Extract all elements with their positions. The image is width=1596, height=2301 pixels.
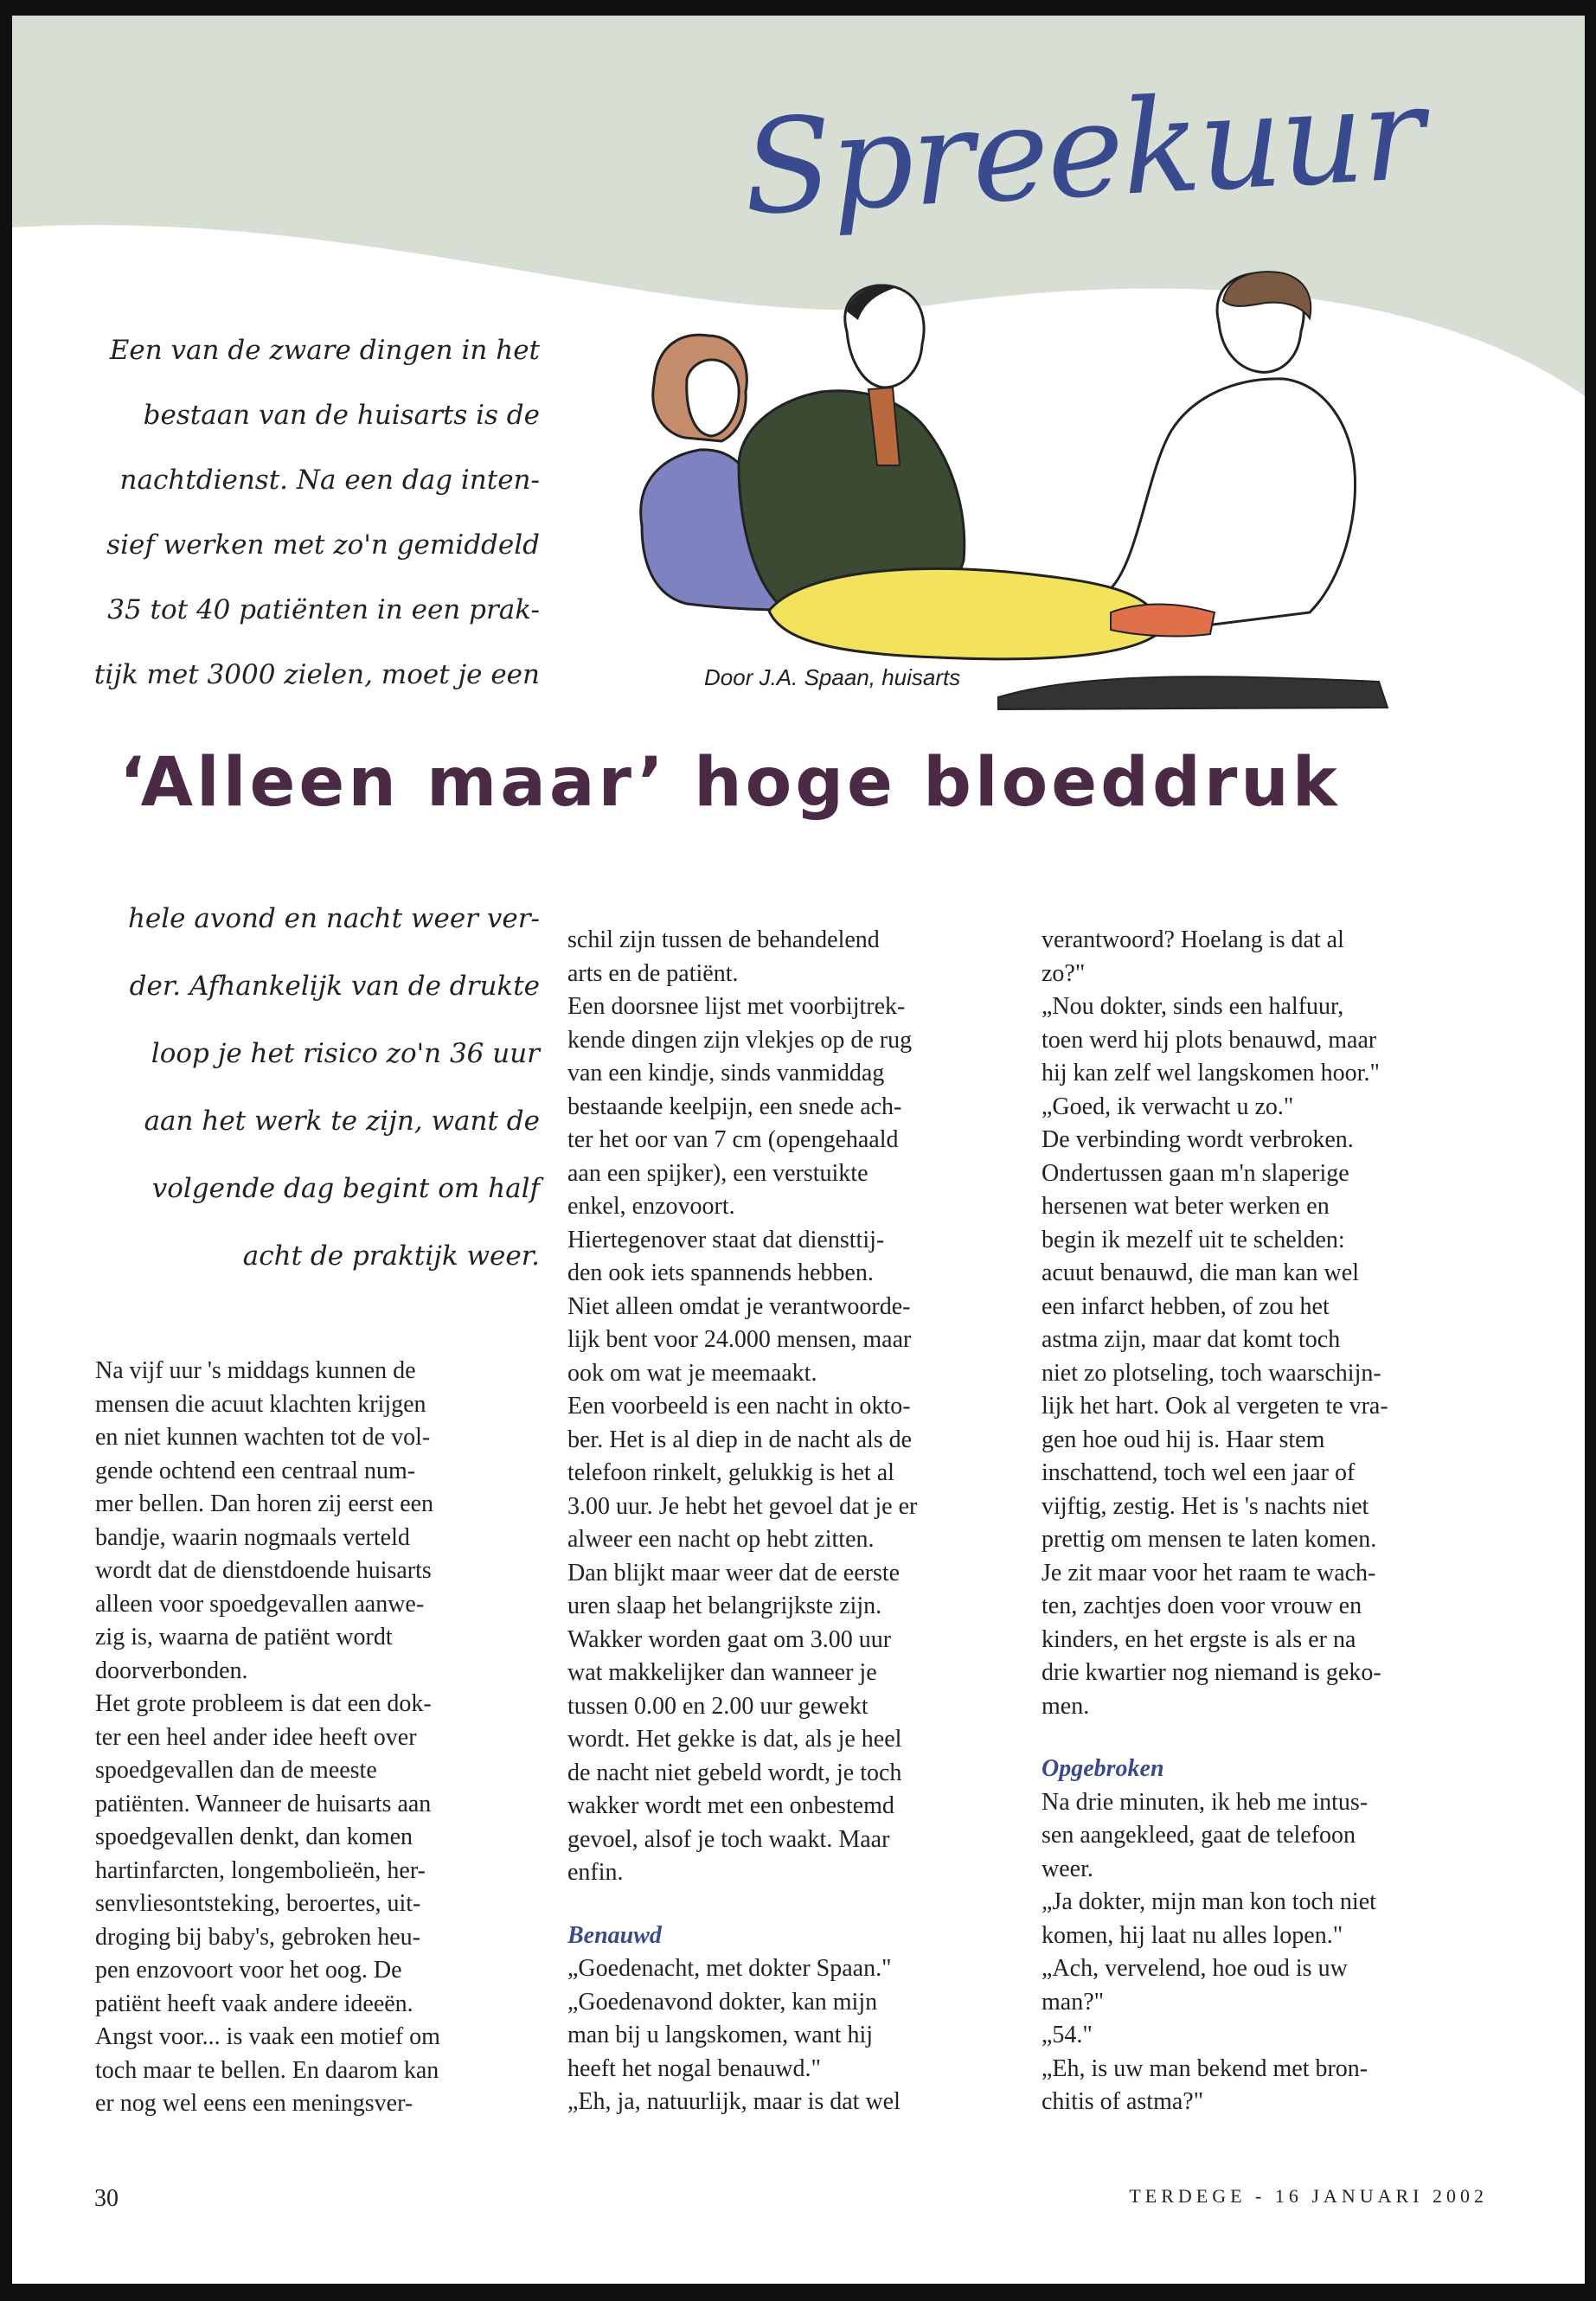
page-number: 30	[94, 2185, 119, 2212]
text-line: zig is, waarna de patiënt wordt	[95, 1624, 393, 1650]
text-line: acuut benauwd, die man kan wel	[1042, 1259, 1359, 1286]
text-line: Het grote probleem is dat een dok-	[95, 1690, 432, 1717]
text-line: wordt. Het gekke is dat, als je heel	[567, 1726, 902, 1753]
headline: ‘Alleen maar’ hoge bloeddruk	[119, 744, 1341, 822]
text-line: senvliesontsteking, beroertes, uit-	[95, 1890, 421, 1917]
text-line: doorverbonden.	[95, 1657, 248, 1684]
intro-cont-line: volgende dag begint om half	[151, 1173, 540, 1204]
text-line: „Goedenacht, met dokter Spaan."	[567, 1955, 892, 1982]
text-line: hij kan zelf wel langskomen hoor."	[1042, 1060, 1380, 1086]
text-line: Wakker worden gaat om 3.00 uur	[567, 1625, 892, 1653]
intro-line: sief werken met zo'n gemiddeld	[106, 529, 540, 561]
text-line: enkel, enzovoort.	[567, 1193, 735, 1220]
text-line: bestaande keelpijn, een snede ach-	[567, 1093, 902, 1120]
doctor-hand	[1111, 605, 1215, 637]
text-line: van een kindje, sinds vanmiddag	[567, 1060, 885, 1086]
text-line: patiënten. Wanneer de huisarts aan	[95, 1790, 432, 1817]
text-line: wakker wordt met een onbestemd	[567, 1792, 894, 1819]
text-line: niet zo plotseling, toch waarschijn-	[1042, 1359, 1381, 1387]
intro-line: tijk met 3000 zielen, moet je een	[93, 659, 540, 690]
intro-cont-line: aan het werk te zijn, want de	[144, 1106, 540, 1137]
text-line: „Goed, ik verwacht u zo."	[1042, 1093, 1294, 1120]
column-middle-text	[567, 924, 1022, 1890]
column-middle	[567, 924, 1022, 2119]
text-line: gevoel, alsof je toch waakt. Maar	[567, 1825, 890, 1853]
text-line: de nacht niet gebeld wordt, je toch	[567, 1759, 902, 1786]
text-line: alleen voor spoedgevallen aanwe-	[95, 1590, 425, 1618]
text-line: astma zijn, maar dat komt toch	[1042, 1326, 1341, 1353]
text-line: een infarct hebben, of zou het	[1042, 1292, 1330, 1320]
text-line: man?"	[1042, 1988, 1105, 2016]
text-line: Hiertegenover staat dat diensttij-	[567, 1226, 885, 1253]
text-line: inschattend, toch wel een jaar of	[1042, 1459, 1356, 1486]
text-line: „Ach, vervelend, hoe oud is uw	[1042, 1955, 1348, 1982]
text-line: toen werd hij plots benauwd, maar	[1042, 1026, 1377, 1054]
magazine-page	[12, 16, 1585, 2284]
text-line: gende ochtend een centraal num-	[95, 1457, 416, 1484]
section-title: Spreekuur	[739, 58, 1426, 245]
text-line: lijk bent voor 24.000 mensen, maar	[567, 1326, 912, 1353]
desk-cloth	[769, 568, 1163, 659]
text-line: arts en de patiënt.	[567, 959, 739, 987]
column-left	[95, 1355, 554, 2121]
intro-line: bestaan van de huisarts is de	[143, 400, 540, 431]
text-line: tussen 0.00 en 2.00 uur gewekt	[567, 1692, 869, 1720]
text-line: sen aangekleed, gaat de telefoon	[1042, 1822, 1356, 1849]
text-line: Na vijf uur 's middags kunnen de	[95, 1357, 416, 1384]
text-line: enfin.	[567, 1859, 624, 1886]
text-line: „Nou dokter, sinds een halfuur,	[1042, 993, 1344, 1020]
intro-line: nachtdienst. Na een dag inten-	[119, 465, 540, 496]
text-line: begin ik mezelf uit te schelden:	[1042, 1226, 1345, 1253]
text-line: „Ja dokter, mijn man kon toch niet	[1042, 1888, 1376, 1915]
column-right-text	[1042, 924, 1491, 1723]
text-line: man bij u langskomen, want hij	[567, 2022, 874, 2048]
text-line: drie kwartier nog niemand is geko-	[1042, 1659, 1381, 1686]
text-line: „Eh, is uw man bekend met bron-	[1042, 2054, 1368, 2082]
text-line: Na drie minuten, ik heb me intus-	[1042, 1788, 1368, 1816]
text-line: kinders, en het ergste is als er na	[1042, 1625, 1356, 1653]
text-line: mensen die acuut klachten krijgen	[95, 1390, 426, 1418]
text-line: telefoon rinkelt, gelukkig is het al	[567, 1459, 894, 1486]
text-line: vijftig, zestig. Het is 's nachts niet	[1042, 1492, 1369, 1520]
text-line: prettig om mensen te laten komen.	[1042, 1526, 1377, 1553]
byline: Door J.A. Spaan, huisarts	[704, 664, 961, 690]
text-line: ber. Het is al diep in de nacht als de	[567, 1426, 913, 1453]
subheading-benauwd: Benauwd	[567, 1921, 662, 1949]
text-line: heeft het nogal benauwd."	[567, 2054, 821, 2082]
consultation-illustration	[618, 249, 1491, 734]
text-line: Een voorbeeld is een nacht in okto-	[567, 1393, 911, 1420]
intro-line: 35 tot 40 patiënten in een prak-	[107, 594, 540, 625]
text-line: ter een heel ander idee heeft over	[95, 1723, 417, 1751]
intro-cont-line: acht de praktijk weer.	[242, 1240, 540, 1272]
text-line: den ook iets spannends hebben.	[567, 1259, 874, 1286]
text-line: hartinfarcten, longembolieën, her-	[95, 1856, 426, 1884]
text-line: Je zit maar voor het raam te wach-	[1042, 1559, 1376, 1586]
intro-cont-line: loop je het risico zo'n 36 uur	[151, 1038, 540, 1069]
intro-cont-line: hele avond en nacht weer ver-	[127, 903, 540, 934]
text-line: Dan blijkt maar weer dat de eerste	[567, 1559, 901, 1586]
text-line: verantwoord? Hoelang is dat al	[1042, 926, 1344, 953]
column-right	[1042, 924, 1491, 2119]
text-line: uren slaap het belangrijkste zijn.	[567, 1593, 882, 1619]
text-line: Een doorsnee lijst met voorbijtrek-	[567, 993, 906, 1020]
text-line: mer bellen. Dan horen zij eerst een	[95, 1490, 434, 1517]
text-line: Ondertussen gaan m'n slaperige	[1042, 1159, 1349, 1187]
text-line: „Goedenavond dokter, kan mijn	[567, 1988, 878, 2016]
text-line: ook om wat je meemaakt.	[567, 1359, 817, 1387]
text-line: patiënt heeft vaak andere ideeën.	[95, 1990, 413, 2017]
intro-text	[55, 318, 540, 708]
text-line: Angst voor... is vaak een motief om	[95, 2023, 440, 2050]
text-line: 3.00 uur. Je hebt het gevoel dat je er	[567, 1492, 918, 1520]
intro-line: Een van de zware dingen in het	[109, 335, 540, 366]
text-line: bandje, waarin nogmaals verteld	[95, 1523, 410, 1551]
subheading-opgebroken: Opgebroken	[1042, 1755, 1164, 1782]
column-middle-dialogue	[567, 1952, 1022, 2119]
text-line: alweer een nacht op hebt zitten.	[567, 1526, 875, 1553]
text-line: De verbinding wordt verbroken.	[1042, 1126, 1354, 1153]
text-line: wordt dat de dienstdoende huisarts	[95, 1557, 432, 1584]
intro-cont-line: der. Afhankelijk van de drukte	[129, 971, 540, 1002]
text-line: en niet kunnen wachten tot de vol-	[95, 1424, 431, 1451]
text-line: spoedgevallen dan de meeste	[95, 1757, 377, 1784]
text-line: wat makkelijker dan wanneer je	[567, 1659, 877, 1686]
text-line: schil zijn tussen de behandelend	[567, 926, 880, 953]
text-line: droging bij baby's, gebroken heu-	[95, 1923, 420, 1951]
text-line: „54."	[1042, 2022, 1093, 2048]
text-line: pen enzovoort voor het oog. De	[95, 1957, 402, 1984]
text-line: ten, zachtjes doen voor vrouw en	[1042, 1593, 1362, 1619]
text-line: weer.	[1042, 1855, 1093, 1882]
text-line: aan een spijker), een verstuikte	[567, 1159, 869, 1187]
text-line: komen, hij laat nu alles lopen."	[1042, 1921, 1343, 1949]
text-line: Niet alleen omdat je verantwoorde-	[567, 1292, 911, 1320]
text-line: kende dingen zijn vlekjes op de rug	[567, 1026, 913, 1054]
magazine-footer: TERDEGE - 16 JANUARI 2002	[1129, 2185, 1488, 2207]
text-line: zo?"	[1042, 959, 1086, 987]
text-line: hersenen wat beter werken en	[1042, 1193, 1330, 1220]
text-line: toch maar te bellen. En daarom kan	[95, 2056, 439, 2084]
text-line: „Eh, ja, natuurlijk, maar is dat wel	[567, 2088, 901, 2115]
text-line: er nog wel eens een meningsver-	[95, 2090, 413, 2117]
text-line: gen hoe oud hij is. Haar stem	[1042, 1426, 1325, 1453]
man-figure	[739, 285, 965, 612]
text-line: spoedgevallen denkt, dan komen	[95, 1823, 413, 1850]
text-line: chitis of astma?"	[1042, 2088, 1204, 2115]
text-line: men.	[1042, 1692, 1090, 1720]
column-right-dialogue	[1042, 1786, 1491, 2119]
text-line: lijk het hart. Ook al vergeten te vra-	[1042, 1393, 1388, 1420]
text-line: ter het oor van 7 cm (opengehaald	[567, 1126, 899, 1153]
intro-continuation	[90, 885, 540, 1290]
